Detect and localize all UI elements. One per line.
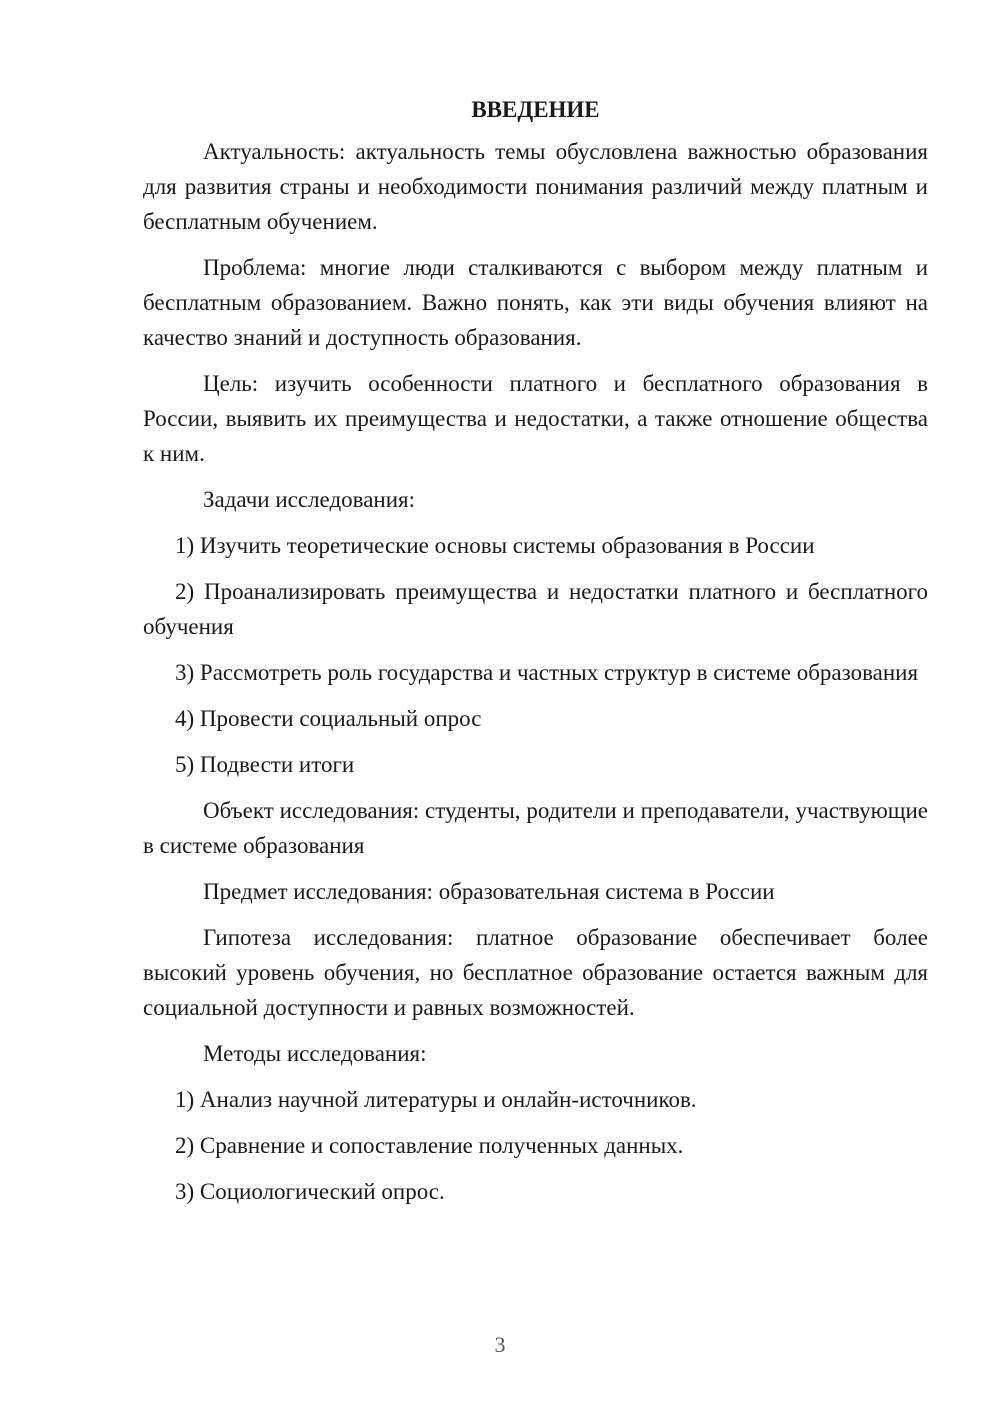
task-item-5: 5) Подвести итоги <box>175 752 355 777</box>
task-item-2: 2) Проанализировать преимущества и недостатки платного и бесплатного обучения <box>143 579 928 639</box>
section-title: ВВЕДЕНИЕ <box>471 97 600 122</box>
task-item-4: 4) Провести социальный опрос <box>175 706 482 731</box>
page-content <box>143 92 928 1220</box>
actuality-paragraph: Актуальность: актуальность темы обусловлена важностью образования для развития страны и необходимости понимания различий между платным и бесплатным обучением. <box>143 139 928 234</box>
methods-heading: Методы исследования: <box>203 1041 427 1066</box>
task-item-3: 3) Рассмотреть роль государства и частных структур в системе образования <box>175 660 919 685</box>
method-item-2: 2) Сравнение и сопоставление полученных данных. <box>175 1133 684 1158</box>
goal-paragraph: Цель: изучить особенности платного и бесплатного образования в России, выявить их преимущества и недостатки, а также отношение общества к ним. <box>143 371 928 466</box>
subject-paragraph: Предмет исследования: образовательная система в России <box>203 879 775 904</box>
problem-paragraph: Проблема: многие люди сталкиваются с выбором между платным и бесплатным образованием. Важно понять, как эти виды обучения влияют на качество знаний и доступность образования. <box>143 255 928 350</box>
page-number: 3 <box>494 1332 506 1357</box>
hypothesis-paragraph: Гипотеза исследования: платное образование обеспечивает более высокий уровень обучения, но бесплатное образование остается важным для социальной доступности и равных возможностей. <box>143 925 928 1020</box>
task-item-1: 1) Изучить теоретические основы системы образования в России <box>175 533 815 558</box>
method-item-1: 1) Анализ научной литературы и онлайн-источников. <box>175 1087 697 1112</box>
method-item-3: 3) Социологический опрос. <box>175 1179 445 1204</box>
object-paragraph: Объект исследования: студенты, родители и преподаватели, участвующие в системе образования <box>143 798 928 858</box>
tasks-heading: Задачи исследования: <box>203 487 416 512</box>
